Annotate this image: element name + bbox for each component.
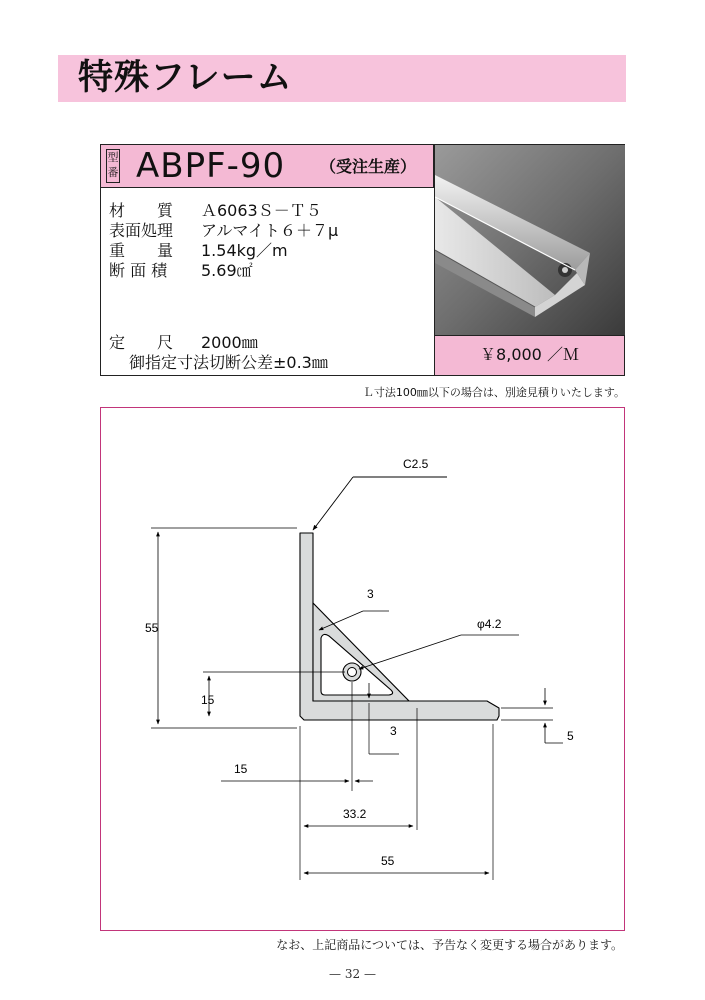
- spec-label: 材 質: [109, 201, 174, 220]
- spec-value: アルマイト６＋７μ: [201, 221, 339, 240]
- page-title: 特殊フレーム: [78, 58, 293, 98]
- model-header: [101, 145, 434, 188]
- product-photo: [434, 145, 625, 335]
- dim-hole-height: 15: [201, 693, 215, 707]
- dim-hole: φ4.2: [477, 617, 502, 631]
- dim-height: 55: [145, 621, 159, 635]
- footer-note: なお、上記商品については、予告なく変更する場合があります。: [276, 938, 623, 952]
- spec-value: Ａ6063Ｓ－Ｔ５: [201, 201, 322, 220]
- spec-value: 1.54kg／m: [201, 241, 288, 260]
- spec-area: [109, 261, 338, 281]
- spec-weight: [109, 241, 338, 261]
- dim-rib-width: 33.2: [343, 807, 367, 821]
- dim-chamfer: C2.5: [403, 457, 429, 471]
- price: ￥8,000 ／Ｍ: [434, 335, 624, 375]
- cross-section-drawing: [101, 408, 624, 930]
- dim-wall-top: 3: [367, 587, 374, 601]
- dim-width: 55: [381, 854, 395, 868]
- spec-label: 表面処理: [109, 221, 174, 240]
- spec-surface: [109, 221, 338, 241]
- spec-material: [109, 201, 338, 221]
- drawing-frame: [100, 407, 625, 931]
- page-number: — 32 —: [329, 967, 376, 981]
- dim-hole-offset: 15: [234, 762, 248, 776]
- model-note: （受注生産）: [320, 157, 417, 176]
- cut-tolerance: 御指定寸法切断公差±0.3㎜: [129, 353, 328, 372]
- dim-thickness: 5: [567, 729, 574, 743]
- standard-length: [109, 333, 328, 353]
- spec-label: 断 面 積: [109, 261, 168, 280]
- model-number: ABPF-90: [136, 146, 286, 186]
- length-label: 定 尺: [109, 333, 174, 352]
- spec-list: [109, 201, 338, 281]
- spec-box: [100, 144, 625, 376]
- spec-label: 重 量: [109, 241, 174, 260]
- length-info: [109, 333, 328, 373]
- small-length-note: Ｌ寸法100㎜以下の場合は、別途見積りいたします。: [362, 386, 625, 399]
- model-tag: 型番: [106, 149, 120, 183]
- spec-value: 5.69㎠: [201, 261, 253, 280]
- dim-wall-bottom: 3: [390, 724, 397, 738]
- length-value: 2000㎜: [201, 333, 258, 352]
